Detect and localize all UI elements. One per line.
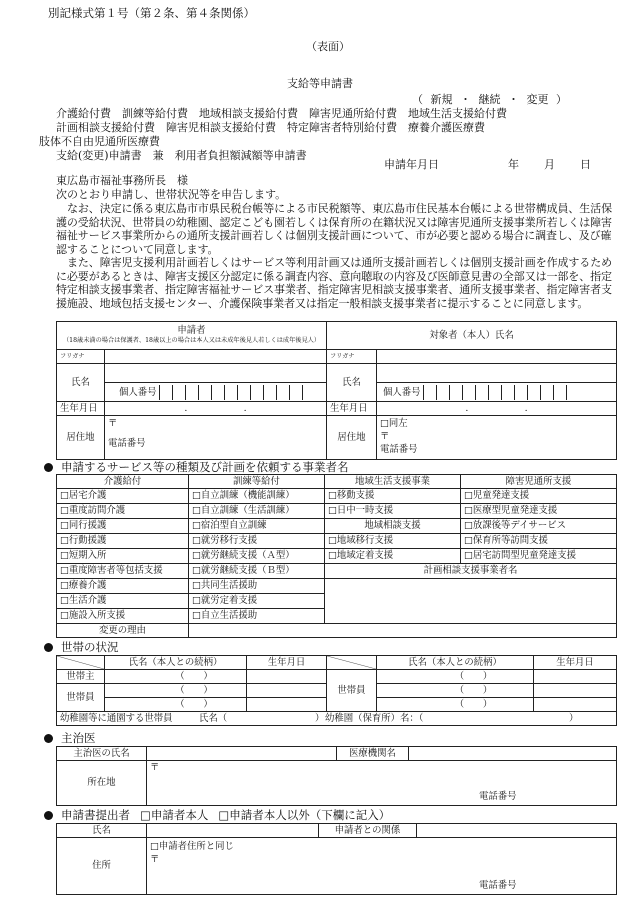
service-checkbox[interactable]: □地域定着支援 — [325, 549, 461, 564]
date-month[interactable]: 月 — [544, 158, 555, 171]
doctor-name-field[interactable] — [147, 747, 337, 761]
bullet-icon — [44, 463, 53, 472]
household-member-birth[interactable] — [247, 698, 327, 712]
addressee: 東広島市福祉事務所長 様 — [56, 174, 188, 187]
household-member-name[interactable]: （ ） — [377, 698, 534, 712]
household-member-label: 世帯員 — [57, 684, 105, 712]
services-table — [56, 474, 617, 638]
service-header-chiiki: 地域生活支援事業 — [325, 475, 461, 489]
submitter-name-label: 氏名 — [57, 824, 147, 838]
household-member-birth[interactable] — [534, 670, 617, 684]
applicant-address-label: 居住地 — [57, 416, 105, 460]
side-label: （表面） — [306, 40, 350, 53]
subject-header: 対象者（本人）氏名 — [327, 322, 617, 350]
service-checkbox[interactable]: □施設入所支援 — [57, 609, 189, 624]
same-as-applicant-checkbox[interactable]: □申請者住所と同じ — [150, 841, 234, 852]
service-checkbox[interactable]: □児童発達支援 — [461, 489, 617, 504]
service-checkbox[interactable]: □行動援護 — [57, 534, 189, 549]
service-checkbox[interactable]: □放課後等デイサービス — [461, 519, 617, 534]
applicant-name-field[interactable] — [105, 364, 327, 383]
household-head-label: 世帯主 — [57, 670, 105, 684]
service-checkbox[interactable]: □自立生活援助 — [189, 609, 325, 624]
service-subheader-chiiki-soudan: 地域相談支援 — [325, 519, 461, 534]
submitter-name-field[interactable] — [147, 824, 319, 838]
household-member-birth[interactable] — [534, 684, 617, 698]
subject-furigana-field[interactable] — [377, 350, 617, 364]
submitter-relation-label: 申請者との関係 — [319, 824, 417, 838]
benefit-types-line4: 支給(変更)申請書 兼 利用者負担額減額等申請書 — [56, 149, 307, 162]
household-member-birth[interactable] — [247, 684, 327, 698]
service-checkbox[interactable]: □同行援護 — [57, 519, 189, 534]
subject-address-field[interactable]: □同左 〒 電話番号 — [377, 416, 617, 460]
applicant-individual-number[interactable]: 個人番号 — [105, 383, 327, 402]
form-number: 別記様式第１号（第２条、第４条関係） — [48, 6, 255, 20]
doctor-name-label: 主治医の氏名 — [57, 747, 147, 761]
medical-institution-field[interactable] — [409, 747, 617, 761]
service-checkbox[interactable]: □居宅介護 — [57, 489, 189, 504]
bullet-icon — [44, 811, 53, 820]
doctor-location-field[interactable]: 〒 電話番号 — [147, 761, 617, 806]
subject-name-field[interactable] — [377, 364, 617, 383]
applicant-name-label: 氏名 — [57, 364, 105, 402]
service-checkbox[interactable]: □就労継続支援（Ｂ型） — [189, 564, 325, 579]
benefit-types-line1: 介護給付費 訓練等給付費 地域相談支援給付費 障害児通所給付費 地域生活支援給付費 — [56, 107, 507, 120]
applicant-furigana-label: フリガナ — [57, 350, 105, 364]
subject-individual-number[interactable]: 個人番号 — [377, 383, 617, 402]
service-checkbox[interactable]: □重度訪問介護 — [57, 504, 189, 519]
services-section-heading: 申請するサービス等の種類及び計画を依頼する事業者名 — [44, 460, 349, 474]
service-checkbox[interactable]: □日中一時支援 — [325, 504, 461, 519]
benefit-types-line2: 計画相談支援給付費 障害児相談支援給付費 特定障害者特別給付費 療養介護医療費 — [56, 121, 485, 134]
kindergarten-row[interactable]: 幼稚園等に通園する世帯員 氏名（ ） 幼稚園（保育所）名：（ ） — [57, 712, 617, 726]
service-checkbox[interactable]: □就労移行支援 — [189, 534, 325, 549]
submitter-relation-field[interactable] — [417, 824, 617, 838]
submitter-address-label: 住所 — [57, 838, 147, 895]
subject-birth-label: 生年月日 — [327, 402, 377, 416]
service-checkbox[interactable]: □宿泊型自立訓練 — [189, 519, 325, 534]
date-label: 申請年月日 — [384, 158, 439, 171]
doctor-location-label: 所在地 — [57, 761, 147, 806]
plan-provider-field[interactable] — [325, 579, 617, 624]
household-section-heading: 世帯の状況 — [44, 640, 119, 654]
applicant-birth-field[interactable]: . . — [105, 402, 327, 416]
household-birth-header: 生年月日 — [247, 656, 327, 670]
service-checkbox[interactable]: □自立訓練（機能訓練） — [189, 489, 325, 504]
plan-provider-header: 計画相談支援事業者名 — [325, 564, 617, 579]
applicant-birth-label: 生年月日 — [57, 402, 105, 416]
submitter-other-checkbox[interactable]: □申請者本人以外（下欄に記入） — [218, 808, 391, 822]
service-checkbox[interactable]: □療養介護 — [57, 579, 189, 594]
submitter-table — [56, 823, 617, 895]
service-checkbox[interactable]: □移動支援 — [325, 489, 461, 504]
service-checkbox[interactable]: □保育所等訪問支援 — [461, 534, 617, 549]
service-header-kunren: 訓練等給付 — [189, 475, 325, 489]
household-member-name[interactable]: （ ） — [105, 698, 247, 712]
household-member-name[interactable]: （ ） — [377, 684, 534, 698]
household-birth-header: 生年月日 — [534, 656, 617, 670]
bullet-icon — [44, 734, 53, 743]
household-table — [56, 655, 617, 726]
service-checkbox[interactable]: □居宅訪問型児童発達支援 — [461, 549, 617, 564]
household-corner-cell — [327, 656, 377, 670]
household-member-name[interactable]: （ ） — [105, 670, 247, 684]
service-checkbox[interactable]: □共同生活援助 — [189, 579, 325, 594]
service-checkbox[interactable]: □就労定着支援 — [189, 594, 325, 609]
doctor-table — [56, 746, 617, 806]
subject-address-label: 居住地 — [327, 416, 377, 460]
consent-paragraph-2: また、障害児支援利用計画若しくはサービス等利用計画又は通所支援計画若しくは個別支援計画を作成するために必要があるときは、障害支援区分認定に係る調査内容、意向聴取の内容及び医師意見書の全部又は一部を、指定特定相談支援事業者、指定障害福祉サービス事業者、指定障害児相談支援事業者、通所支援事業者、指定障害者支援施設、地域包括支援センター、介護保険事業者又は指定一般相談支援事業者に提示することに同意します。 — [56, 256, 612, 310]
medical-institution-label: 医療機関名 — [337, 747, 409, 761]
household-member-birth[interactable] — [534, 698, 617, 712]
submitter-self-checkbox[interactable]: □申請者本人 — [140, 808, 209, 822]
applicant-table — [56, 321, 617, 460]
bullet-icon — [44, 643, 53, 652]
subject-birth-field[interactable]: . . — [377, 402, 617, 416]
applicant-furigana-field[interactable] — [105, 350, 327, 364]
service-header-jidou: 障害児通所支援 — [461, 475, 617, 489]
household-name-header: 氏名（本人との続柄） — [377, 656, 534, 670]
submitter-address-field[interactable]: □申請者住所と同じ 〒 電話番号 — [147, 838, 617, 895]
household-name-header: 氏名（本人との続柄） — [105, 656, 247, 670]
household-member-label: 世帯員 — [327, 670, 377, 712]
page-title: 支給等申請書 — [287, 77, 353, 90]
applicant-header: 申請者 （18歳未満の場合は保護者、18歳以上の場合は本人又は未成年後見人若しくは成年後見人） — [57, 322, 327, 350]
change-reason-label: 変更の理由 — [57, 624, 189, 638]
household-member-name[interactable]: （ ） — [105, 684, 247, 698]
benefit-types-line3: 肢体不自由児通所医療費 — [39, 135, 160, 148]
service-checkbox[interactable]: □医療型児童発達支援 — [461, 504, 617, 519]
subject-name-label: 氏名 — [327, 364, 377, 402]
service-header-kaigo: 介護給付 — [57, 475, 189, 489]
date-year[interactable]: 年 — [508, 158, 519, 171]
doctor-section-heading: 主治医 — [44, 731, 96, 745]
household-member-name[interactable]: （ ） — [377, 670, 534, 684]
household-member-birth[interactable] — [247, 670, 327, 684]
date-day[interactable]: 日 — [580, 158, 591, 171]
submitter-section-heading: 申請書提出者 □申請者本人 □申請者本人以外（下欄に記入） — [44, 808, 390, 822]
service-checkbox[interactable]: □自立訓練（生活訓練） — [189, 504, 325, 519]
service-checkbox[interactable]: □重度障害者等包括支援 — [57, 564, 189, 579]
service-checkbox[interactable]: □就労継続支援（Ａ型） — [189, 549, 325, 564]
consent-paragraph-1: なお、決定に係る東広島市市県民税台帳等による市民税額等、東広島市住民基本台帳による世帯構成員、生活保護の受給状況、世帯員の幼稚園、認定こども園若しくは保育所の在籍状況又は障害児通所支援事業所若しくは障害福祉サービス事業所からの通所支援計画若しくは個別支援計画について、市が必要と認める場合に調査し、及び確認することについて同意します。 — [56, 202, 612, 256]
applicant-address-field[interactable]: 〒 電話番号 — [105, 416, 327, 460]
service-checkbox[interactable]: □生活介護 — [57, 594, 189, 609]
subject-furigana-label: フリガナ — [327, 350, 377, 364]
intro-text: 次のとおり申請し、世帯状況等を申告します。 — [56, 188, 287, 201]
service-checkbox[interactable]: □短期入所 — [57, 549, 189, 564]
service-checkbox[interactable]: □地域移行支援 — [325, 534, 461, 549]
application-type-options[interactable]: （ 新規 ・ 継続 ・ 変更 ） — [412, 93, 567, 106]
household-corner-cell — [57, 656, 105, 670]
change-reason-field[interactable] — [189, 624, 617, 638]
